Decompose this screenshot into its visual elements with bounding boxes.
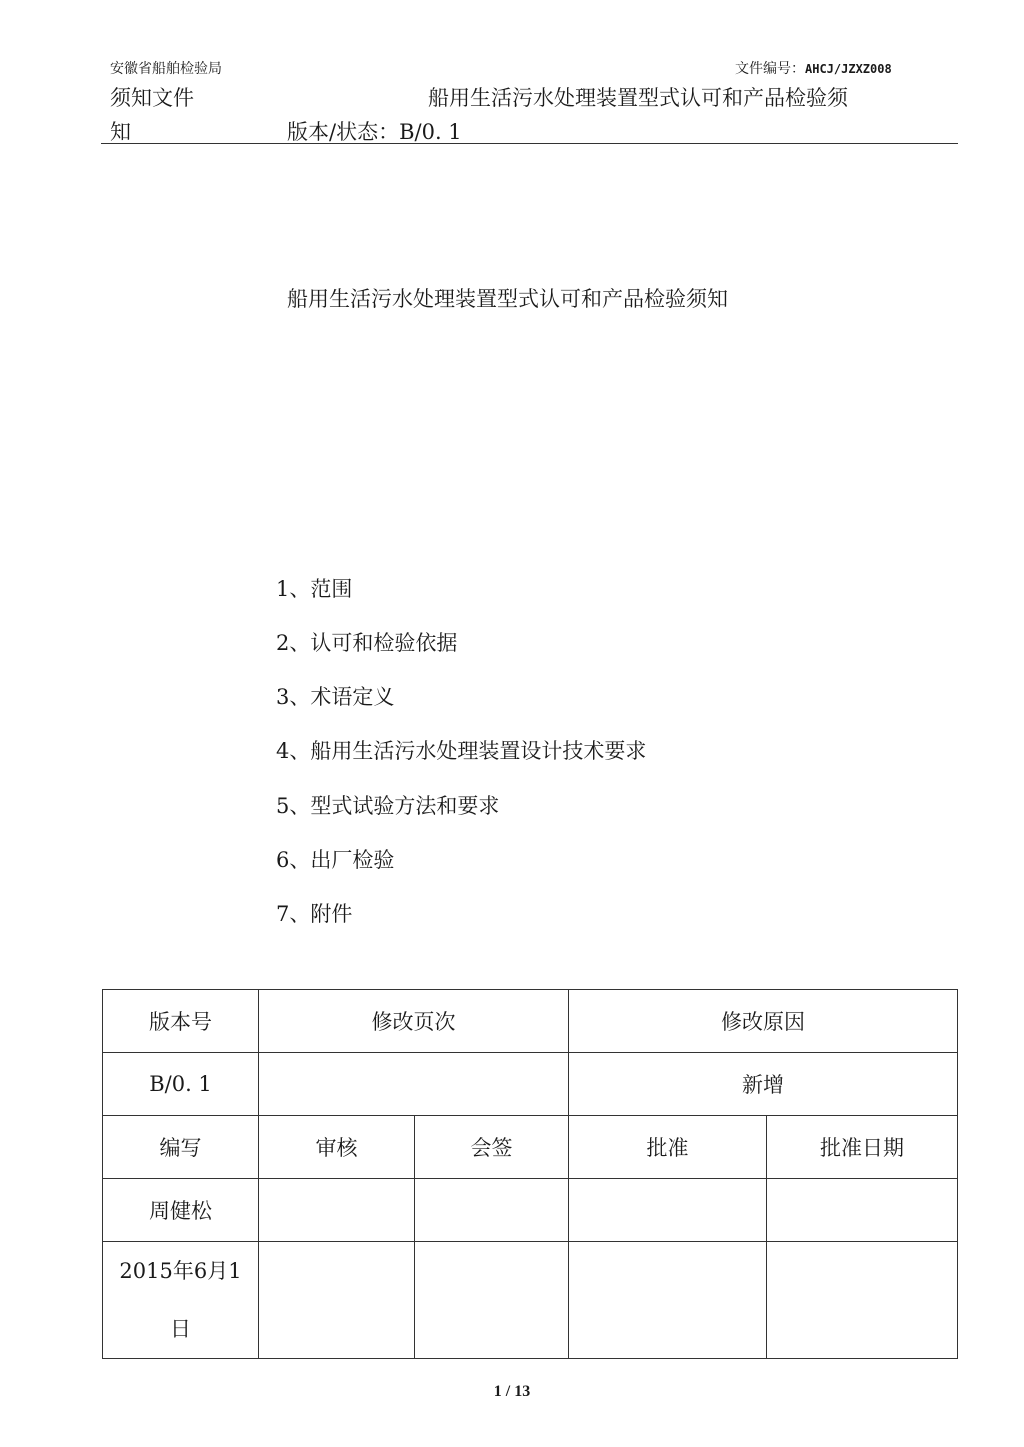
- approve-date-date: [767, 1242, 958, 1359]
- countersign-role: 会签: [415, 1116, 569, 1179]
- document-title: 船用生活污水处理装置型式认可和产品检验须知: [287, 287, 728, 311]
- header-org: 安徽省船舶检验局: [110, 61, 222, 77]
- header-title: 船用生活污水处理装置型式认可和产品检验须: [428, 86, 848, 110]
- revision-table: [102, 989, 958, 1359]
- table-row: [103, 1053, 958, 1116]
- author-date-line1: 2015年6月1: [119, 1259, 242, 1283]
- approve-role: 批准: [569, 1116, 767, 1179]
- toc-item: 1、范围: [276, 577, 353, 601]
- toc-item: 4、船用生活污水处理装置设计技术要求: [276, 739, 647, 763]
- approve-name: [569, 1179, 767, 1242]
- review-name: [259, 1179, 415, 1242]
- author-date: [103, 1242, 259, 1359]
- version-header: 版本号: [103, 990, 259, 1053]
- review-role: 审核: [259, 1116, 415, 1179]
- approve-date-role: 批准日期: [767, 1116, 958, 1179]
- file-number-value: AHCJ/JZXZ008: [805, 62, 892, 76]
- reason-header: 修改原因: [569, 990, 958, 1053]
- author-date-line2: 日: [170, 1317, 191, 1341]
- pages-cell: [259, 1053, 569, 1116]
- approve-date-name: [767, 1179, 958, 1242]
- author-name: 周健松: [103, 1179, 259, 1242]
- countersign-date: [415, 1242, 569, 1359]
- version-cell: B/0. 1: [103, 1053, 259, 1116]
- toc-item: 2、认可和检验依据: [276, 631, 458, 655]
- table-row: [103, 1179, 958, 1242]
- header-doc-type: 须知文件: [110, 86, 194, 110]
- review-date: [259, 1242, 415, 1359]
- approve-date: [569, 1242, 767, 1359]
- toc-item: 6、出厂检验: [276, 848, 395, 872]
- page-number: 1 / 13: [493, 1383, 531, 1400]
- table-row: [103, 1116, 958, 1179]
- toc-item: 3、术语定义: [276, 685, 395, 709]
- pages-header: 修改页次: [259, 990, 569, 1053]
- author-role: 编写: [103, 1116, 259, 1179]
- toc-item: 7、附件: [276, 902, 353, 926]
- toc-item: 5、型式试验方法和要求: [276, 794, 500, 818]
- table-row: [103, 1242, 958, 1359]
- table-row: [103, 990, 958, 1053]
- header-file-number: [735, 58, 892, 78]
- header-version-status: 版本/状态：B/0. 1: [287, 120, 462, 144]
- header-doc-type-cont: 知: [110, 120, 131, 144]
- header-divider: [101, 143, 958, 144]
- countersign-name: [415, 1179, 569, 1242]
- file-number-label: 文件编号：: [735, 61, 805, 77]
- reason-cell: 新增: [569, 1053, 958, 1116]
